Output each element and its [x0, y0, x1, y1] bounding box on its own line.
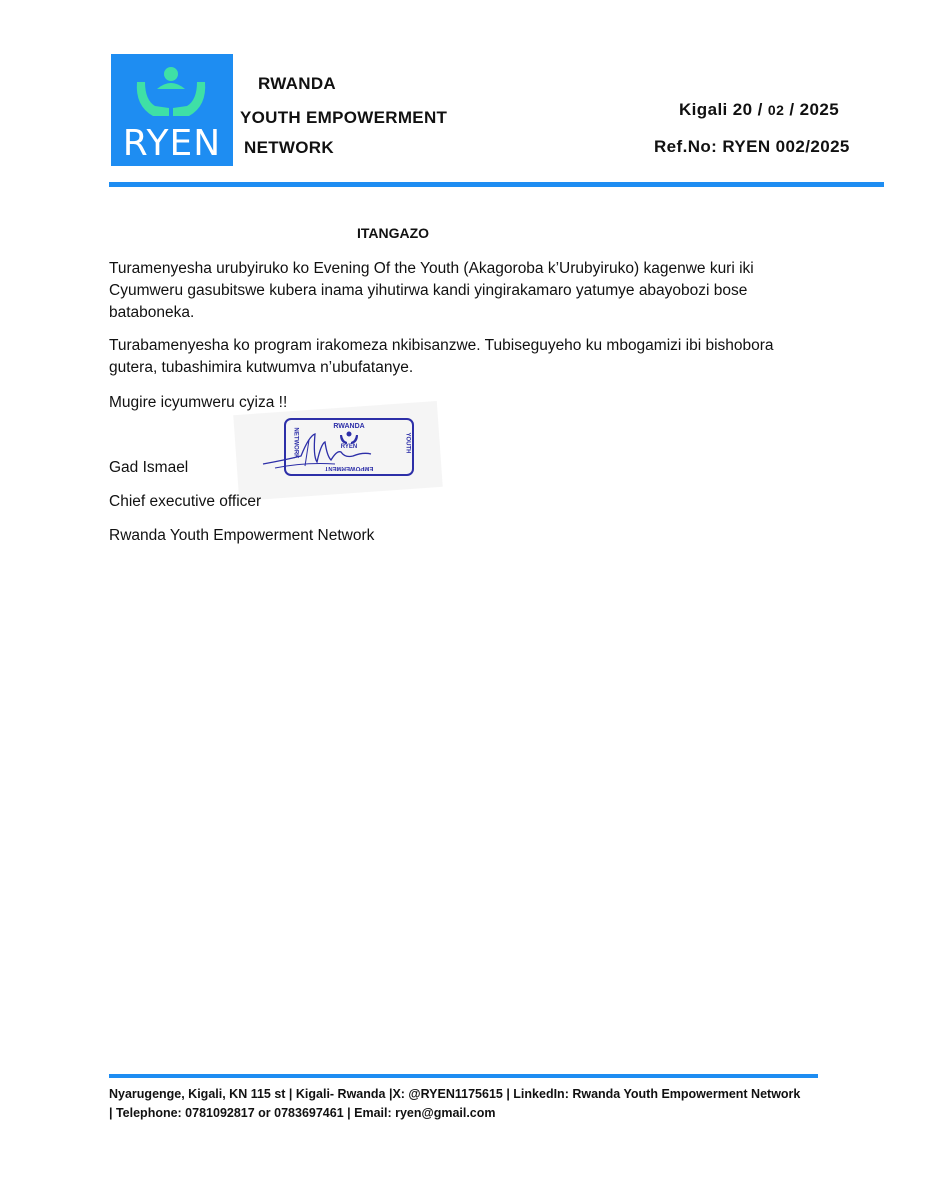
- org-name-line-2: YOUTH EMPOWERMENT: [240, 108, 448, 127]
- stamp-bottom-text: EMPOWERMENT: [324, 465, 374, 471]
- reference-number: Ref.No: RYEN 002/2025: [654, 137, 850, 156]
- footer-line-2: | Telephone: 0781092817 or 0783697461 | Email: ryen@gmail.com: [109, 1106, 496, 1120]
- header-divider: [109, 182, 884, 187]
- org-name-line-1: RWANDA: [258, 74, 336, 93]
- stamp-left-text: NETWORK: [292, 427, 299, 459]
- closing-line: Mugire icyumweru cyiza !!: [109, 394, 288, 411]
- stamp-right-text: YOUTH: [404, 432, 411, 454]
- paragraph-2: Turabamenyesha ko program irakomeza nkibisanzwe. Tubiseguyeho ku mbogamizi ibi bishobora gutera, tubashimira kutwumva n’ubufatanye.: [109, 337, 774, 376]
- letter-title: ITANGAZO: [357, 225, 430, 241]
- handwritten-signature: [255, 426, 375, 476]
- logo-wordmark: RYEN: [122, 123, 222, 164]
- letter-date: Kigali 20 / 02 / 2025: [679, 100, 840, 119]
- footer-divider: [109, 1074, 818, 1078]
- stamp-top-text: RWANDA: [333, 423, 365, 430]
- hands-and-person-icon: [133, 62, 209, 124]
- org-name-line-3: NETWORK: [244, 138, 334, 157]
- ryen-logo: [111, 54, 233, 166]
- signatory-title: Chief executive officer: [109, 493, 262, 510]
- paragraph-1: Turamenyesha urubyiruko ko Evening Of the Youth (Akagoroba k’Urubyiruko) kagenwe kuri iki Cyumweru gasubitswe kubera inama yihutirwa kandi yingirakamaro yatumye abayobozi bose bataboneka.: [109, 260, 754, 321]
- signatory-name: Gad Ismael: [109, 459, 189, 476]
- footer-line-1: Nyarugenge, Kigali, KN 115 st | Kigali- Rwanda |X: @RYEN1175615 | LinkedIn: Rwanda Youth Empowerment Network: [109, 1087, 801, 1101]
- stamp-center-text: RYEN: [340, 444, 358, 450]
- signatory-organization: Rwanda Youth Empowerment Network: [109, 527, 375, 544]
